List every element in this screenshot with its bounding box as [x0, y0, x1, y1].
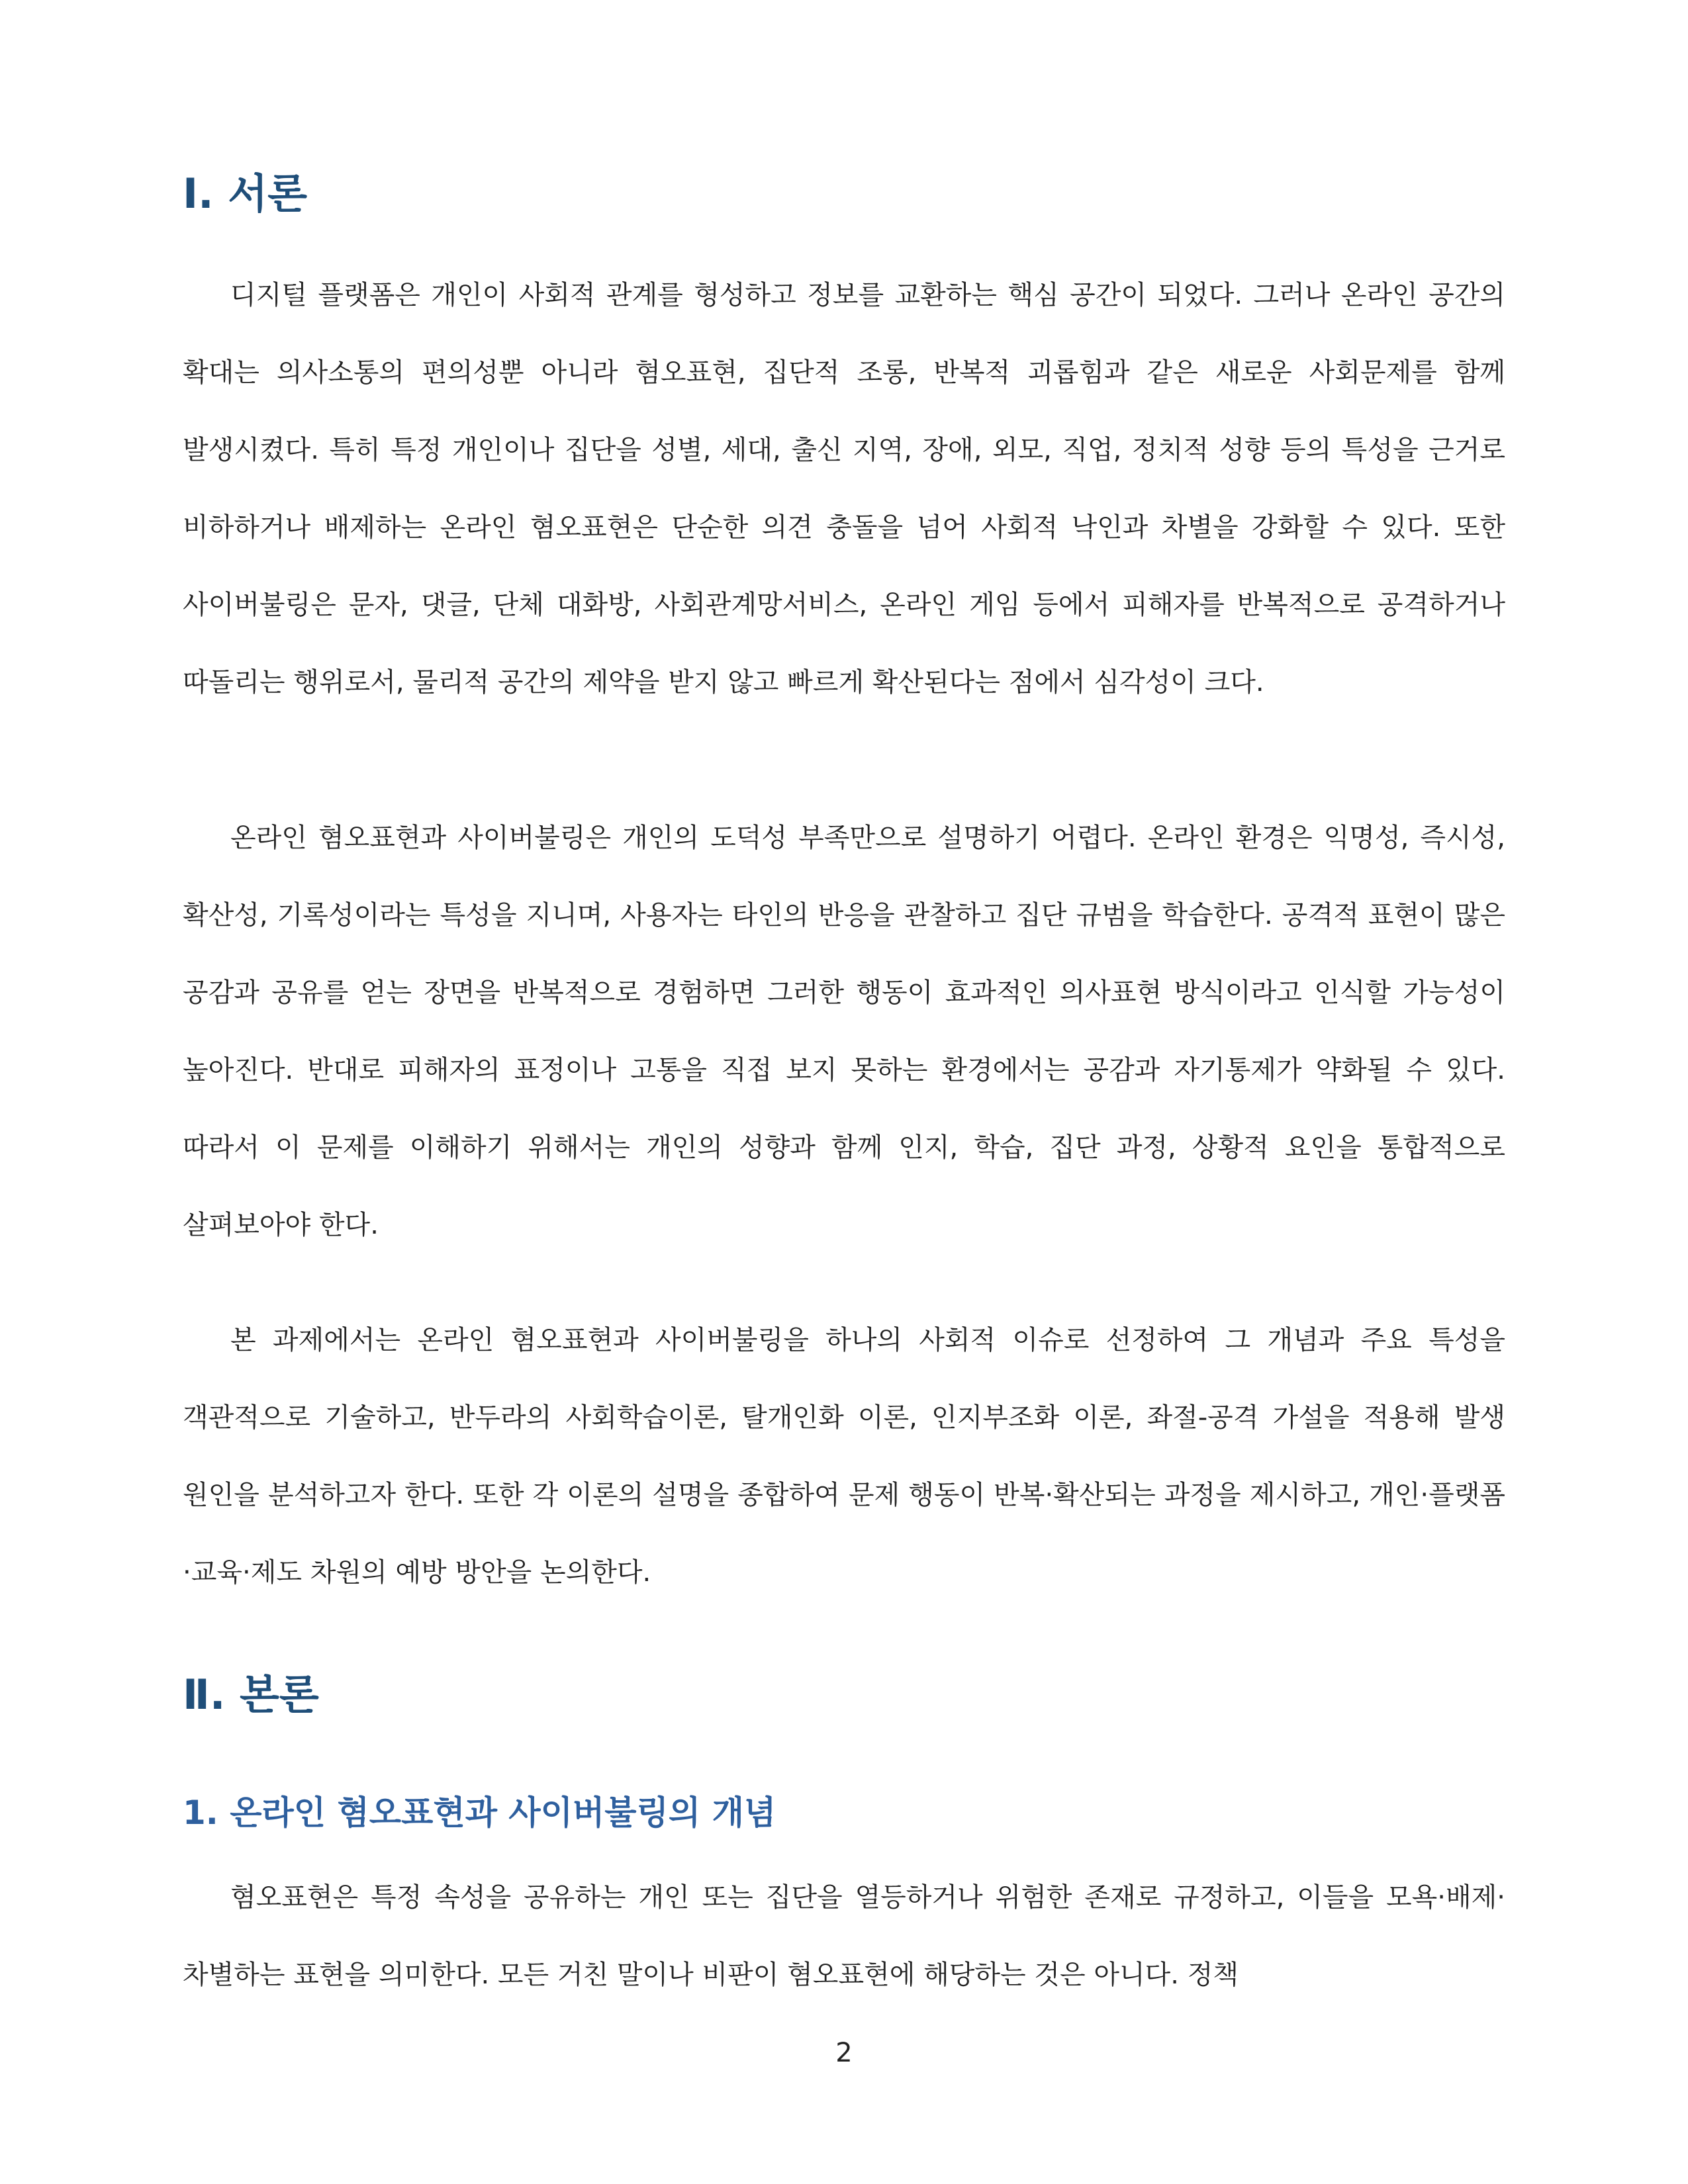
intro-paragraph-2: 온라인 혐오표현과 사이버불링은 개인의 도덕성 부족만으로 설명하기 어렵다. 온라인 환경은 익명성, 즉시성, 확산성, 기록성이라는 특성을 지니며, 사용자는 타인의 반응을 관찰하고 집단 규범을 학습한다. 공격적 표현이 많은 공감과 공유를 얻는 장면을 반복적으로 경험하면 그러한 행동이 효과적인 의사표현 방식이라고 인식할 가능성이 높아진다. 반대로 피해자의 표정이나 고통을 직접 보지 못하는 환경에서는 공감과 자기통제가 약화될 수 있다. 따라서 이 문제를 이해하기 위해서는 개인의 성향과 함께 인지, 학습, 집단 과정, 상황적 요인을 통합적으로 살펴보아야 한다.: [183, 823, 1505, 1240]
concept-paragraph-1: 혐오표현은 특정 속성을 공유하는 개인 또는 집단을 열등하거나 위험한 존재로 규정하고, 이들을 모욕·배제·차별하는 표현을 의미한다. 모든 거친 말이나 비판이 혐오표현에 해당하는 것은 아니다. 정책: [183, 1882, 1505, 1990]
intro-paragraph-1: 디지털 플랫폼은 개인이 사회적 관계를 형성하고 정보를 교환하는 핵심 공간이 되었다. 그러나 온라인 공간의 확대는 의사소통의 편의성뿐 아니라 혐오표현, 집단적 조롱, 반복적 괴롭힘과 같은 새로운 사회문제를 함께 발생시켰다. 특히 특정 개인이나 집단을 성별, 세대, 출신 지역, 장애, 외모, 직업, 정치적 성향 등의 특성을 근거로 비하하거나 배제하는 온라인 혐오표현은 단순한 의견 충돌을 넘어 사회적 낙인과 차별을 강화할 수 있다. 또한 사이버불링은 문자, 댓글, 단체 대화방, 사회관계망서비스, 온라인 게임 등에서 피해자를 반복적으로 공격하거나 따돌리는 행위로서, 물리적 공간의 제약을 받지 않고 빠르게 확산된다는 점에서 심각성이 크다.: [183, 280, 1505, 698]
page-number: 2: [835, 2038, 853, 2068]
intro-paragraph-3: 본 과제에서는 온라인 혐오표현과 사이버불링을 하나의 사회적 이슈로 선정하여 그 개념과 주요 특성을 객관적으로 기술하고, 반두라의 사회학습이론, 탈개인화 이론, 인지부조화 이론, 좌절-공격 가설을 적용해 발생 원인을 분석하고자 한다. 또한 각 이론의 설명을 종합하여 문제 행동이 반복·확산되는 과정을 제시하고, 개인·플랫폼·교육·제도 차원의 예방 방안을 논의한다.: [183, 1325, 1505, 1588]
section-heading-body: Ⅱ. 본론: [183, 1670, 319, 1719]
section-heading-intro: Ⅰ. 서론: [183, 169, 307, 218]
document-page: [183, 0, 1505, 2184]
subsection-heading-concept: 1. 온라인 혐오표현과 사이버불링의 개념: [183, 1794, 776, 1832]
